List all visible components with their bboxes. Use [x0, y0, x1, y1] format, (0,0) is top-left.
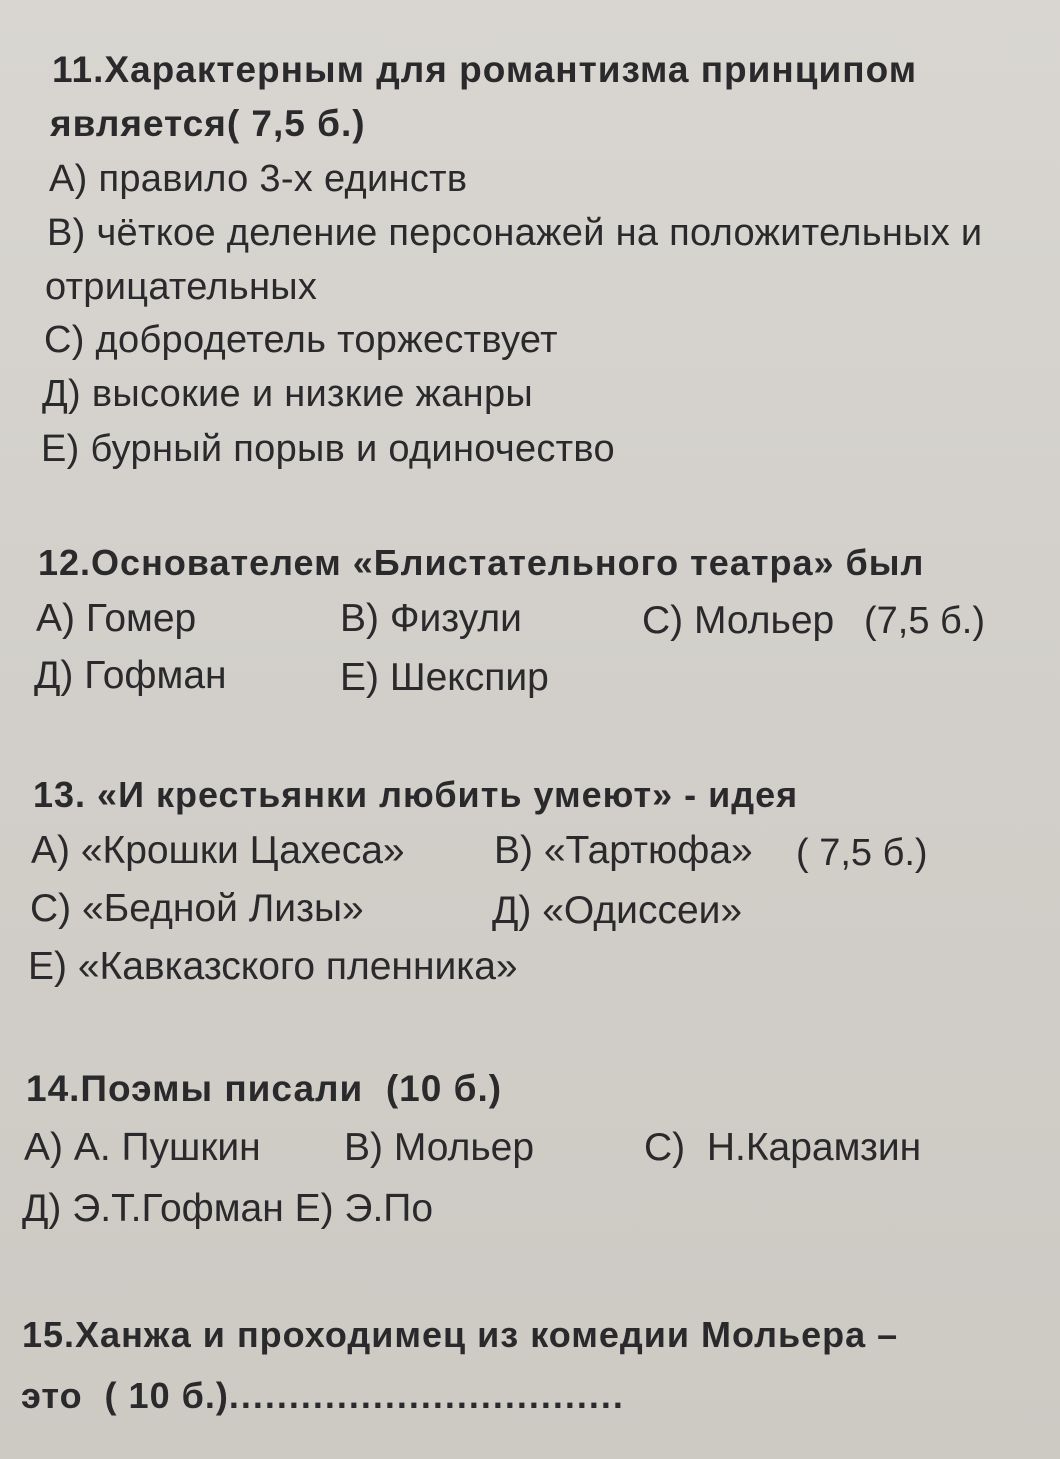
option-14-a: А) А. Пушкин: [24, 1126, 261, 1169]
option-11-d: Д) высокие и низкие жанры: [42, 373, 533, 415]
question-11-title-line1: 11.Характерным для романтизма принципом: [52, 49, 918, 90]
option-14-b: В) Мольер: [344, 1126, 535, 1169]
question-13-title: 13. «И крестьянки любить умеют» - идея: [33, 774, 799, 815]
option-11-c: С) добродетель торжествует: [44, 319, 558, 361]
question-12-score: (7,5 б.): [864, 600, 986, 642]
question-15-title-line2: [21, 1373, 625, 1419]
question-12-title: 12.Основателем «Блистательного театра» был: [38, 542, 925, 583]
question-13-score: ( 7,5 б.): [796, 832, 928, 874]
question-11-title-line2: является( 7,5 б.): [50, 103, 366, 144]
option-11-b-cont: отрицательных: [45, 266, 318, 308]
option-14-d-e: Д) Э.Т.Гофман Е) Э.По: [22, 1187, 434, 1230]
option-12-a: А) Гомер: [36, 597, 197, 640]
question-15-title-line1: 15.Ханжа и проходимец из комедии Мольера –: [22, 1314, 899, 1355]
option-13-e: Е) «Кавказского пленника»: [28, 945, 518, 988]
option-11-b: В) чёткое деление персонажей на положительных и: [47, 212, 983, 254]
option-11-a: А) правило 3-х единств: [49, 158, 468, 200]
question-15-score: это ( 10 б.): [21, 1375, 229, 1416]
option-13-d: Д) «Одиссеи»: [492, 889, 743, 932]
option-12-d: Д) Гофман: [34, 654, 227, 697]
option-14-c: С) Н.Карамзин: [644, 1126, 922, 1169]
option-12-b: В) Физули: [340, 597, 522, 640]
option-13-b: В) «Тартюфа»: [494, 829, 753, 872]
option-13-a: А) «Крошки Цахеса»: [31, 829, 405, 872]
option-13-c: С) «Бедной Лизы»: [30, 887, 364, 930]
question-14-title: 14.Поэмы писали (10 б.): [26, 1068, 503, 1109]
answer-blank[interactable]: .................................: [228, 1375, 625, 1416]
option-11-e: Е) бурный порыв и одиночество: [41, 428, 615, 470]
option-12-e: Е) Шекспир: [340, 656, 549, 699]
option-12-c: С) Мольер: [642, 599, 835, 642]
